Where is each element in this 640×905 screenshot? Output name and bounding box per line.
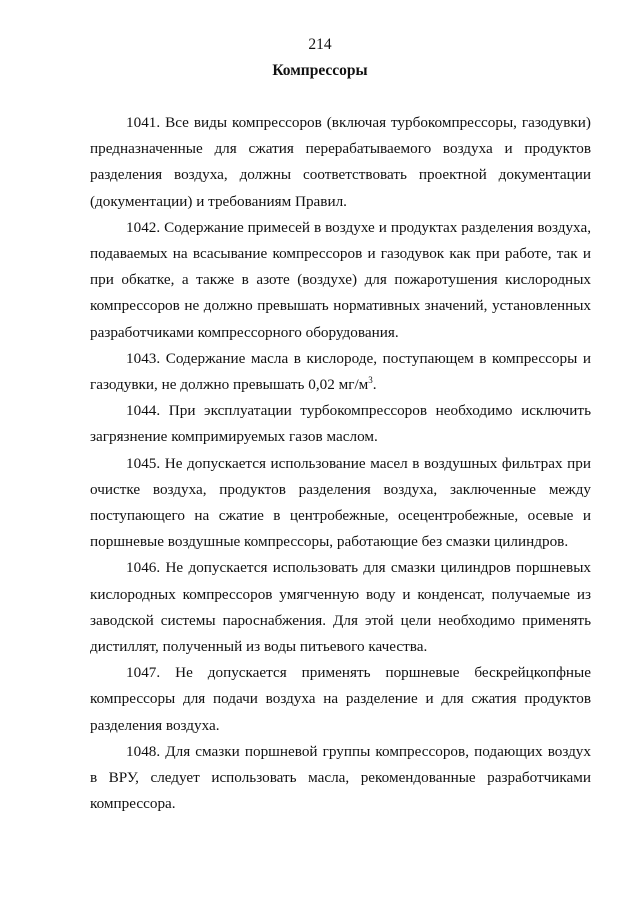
body-text	[90, 110, 591, 817]
paragraph-1048: 1048. Для смазки поршневой группы компрессоров, подающих воздух в ВРУ, следует использовать масла, рекомендованные разработчиками компрессора.	[90, 742, 591, 813]
page-number: 214	[308, 36, 332, 53]
superscript-cubic: 3	[368, 374, 373, 385]
paragraph-1042: 1042. Содержание примесей в воздухе и продуктах разделения воздуха, подаваемых на всасывание компрессоров и газодувок как при работе, так и при обкатке, а также в азоте (воздухе) для пожаротушения кислородных компрессоров не должно превышать нормативных значений, установленных разработчиками компрессорного оборудования.	[90, 218, 591, 341]
paragraph-1043-tail: .	[372, 376, 377, 394]
paragraph-1043	[90, 346, 591, 398]
paragraph-1047: 1047. Не допускается применять поршневые бескрейцкопфные компрессоры для подачи воздуха на разделение и для сжатия продуктов разделения воздуха.	[90, 664, 591, 734]
paragraph-1043-text: 1043. Содержание масла в кислороде, поступающем в компрессоры и газодувки, не должно превышать 0,02 мг/м	[90, 349, 591, 394]
paragraph-1045: 1045. Не допускается использование масел в воздушных фильтрах при очистке воздуха, продуктов разделения воздуха, заключенные между поступающего на сжатие в центробежные, осецентробежные, осевые и поршневые воздушные компрессоры, работающие без смазки цилиндров.	[90, 454, 591, 551]
paragraph-1041: 1041. Все виды компрессоров (включая турбокомпрессоры, газодувки) предназначенные для сжатия перерабатываемого воздуха и продуктов разделения воздуха, должны соответствовать проектной документации (документации) и требованиям Правил.	[90, 114, 591, 210]
section-title: Компрессоры	[272, 62, 368, 79]
paragraph-1044: 1044. При эксплуатации турбокомпрессоров необходимо исключить загрязнение компримируемых газов маслом.	[90, 402, 591, 446]
paragraph-1046: 1046. Не допускается использовать для смазки цилиндров поршневых кислородных компрессоров умягченную воду и конденсат, получаемые из заводской системы пароснабжения. Для этой цели необходимо применять дистиллят, полученный из воды питьевого качества.	[90, 559, 591, 656]
